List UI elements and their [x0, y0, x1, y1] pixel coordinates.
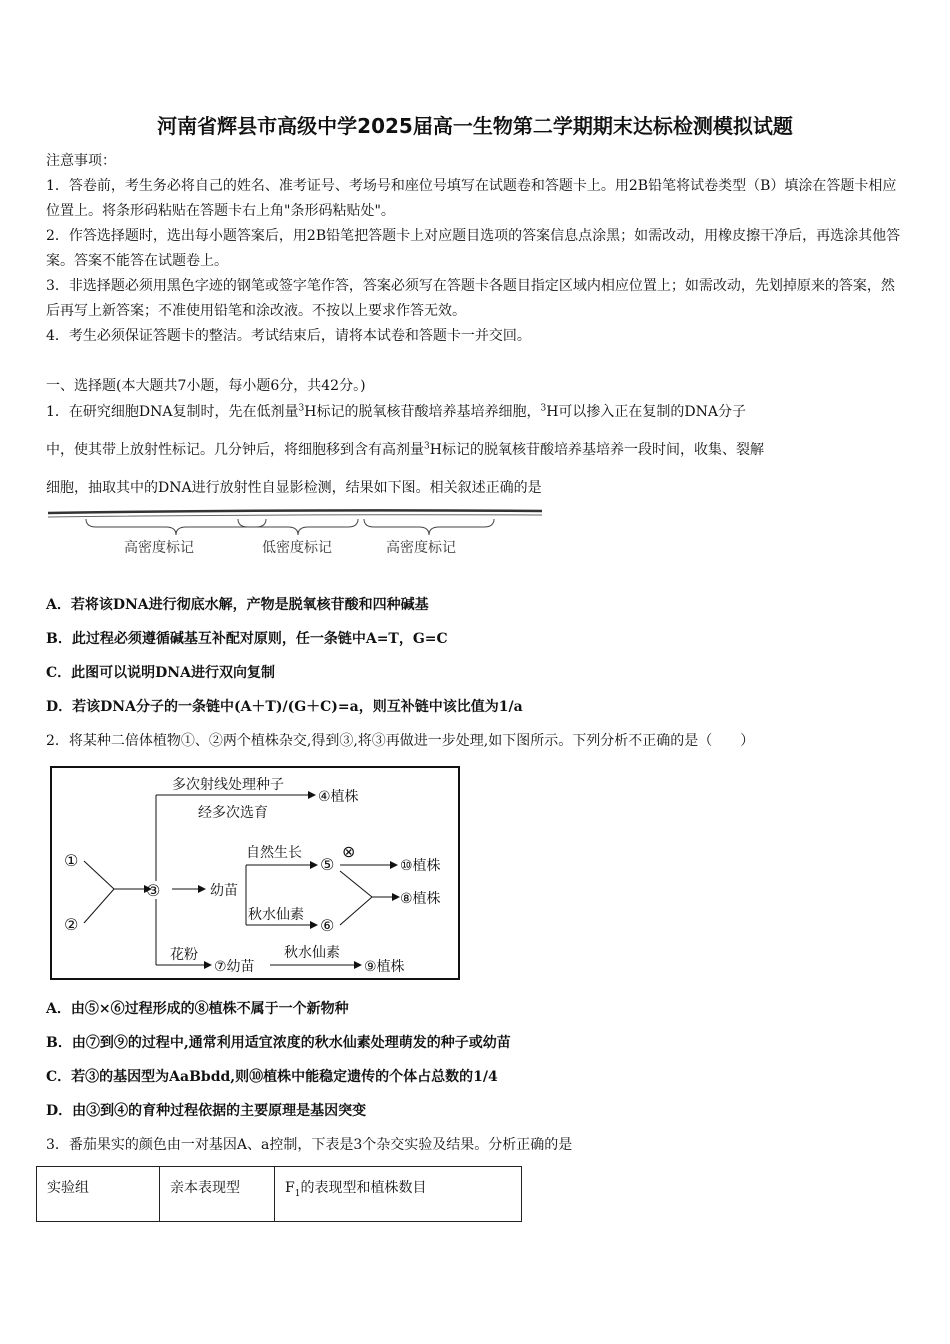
q2-option-a: A．由⑤×⑥过程形成的⑧植株不属于一个新物种	[46, 1001, 349, 1017]
label-colchicine-1: 秋水仙素	[248, 907, 304, 923]
node-5: ⑤	[320, 855, 335, 874]
q1-line2: 中，使其带上放射性标记。几分钟后，将细胞移到含有高剂量$^3$H标记的脱氧核苷酸培养基培养一段时间，收集、裂解	[46, 441, 764, 458]
breeding-flow-figure	[48, 765, 462, 981]
label-colchicine-2: 秋水仙素	[284, 945, 340, 961]
table-header-row	[37, 1167, 522, 1222]
q1-option-a: A．若将该DNA进行彻底水解，产物是脱氧核苷酸和四种碱基	[46, 597, 429, 613]
notice-item-3: 3．非选择题必须用黑色字迹的钢笔或签字笔作答，答案必须写在答题卡各题目指定区域内相应位置上；如需改动，先划掉原来的答案，然后再写上新答案；不准使用铅笔和涂改液。不按以上要求作答无效。	[46, 278, 895, 319]
q3-table	[36, 1166, 522, 1222]
q1-option-b: B．此过程必须遵循碱基互补配对原则，任一条链中A=T，G=C	[46, 631, 448, 647]
node-6: ⑥	[320, 916, 335, 935]
header-parent-phenotype: 亲本表现型	[160, 1167, 275, 1222]
q1-line3: 细胞，抽取其中的DNA进行放射性自显影检测，结果如下图。相关叙述正确的是	[46, 480, 542, 496]
q3-stem: 3．番茄果实的颜色由一对基因A、a控制，下表是3个杂交实验及结果。分析正确的是	[46, 1137, 573, 1153]
node-7: ⑦幼苗	[214, 959, 255, 975]
node-10: ⑩植株	[400, 858, 441, 874]
q1-line1: 1．在研究细胞DNA复制时，先在低剂量$^3$H标记的脱氧核苷酸培养基培养细胞，$^3$H可以掺入正在复制的DNA分子	[46, 403, 746, 420]
node-8: ⑧植株	[400, 891, 441, 907]
notice-heading: 注意事项：	[46, 153, 116, 169]
notice-item-2: 2．作答选择题时，选出每小题答案后，用2B铅笔把答题卡上对应题目选项的答案信息点涂黑；如需改动，用橡皮擦干净后，再选涂其他答案。答案不能答在试题卷上。	[46, 228, 901, 269]
label-selection: 经多次选育	[198, 805, 268, 821]
q1-option-d: D．若该DNA分子的一条链中(A＋T)/(G＋C)=a，则互补链中该比值为1/a	[46, 699, 523, 715]
q2-stem: 2．将某种二倍体植物①、②两个植株杂交,得到③,将③再做进一步处理,如下图所示。下列分析不正确的是（ ）	[46, 733, 755, 749]
label-seedling: 幼苗	[210, 883, 238, 899]
q2-option-c: C．若③的基因型为AaBbdd,则⑩植株中能稳定遗传的个体占总数的1/4	[46, 1069, 498, 1085]
dna-autoradiograph-figure	[46, 505, 546, 561]
notice-item-4: 4．考生必须保证答题卡的整洁。考试结束后，请将本试卷和答题卡一并交回。	[46, 328, 531, 344]
header-group: 实验组	[37, 1167, 160, 1222]
q2-option-b: B．由⑦到⑨的过程中,通常利用适宜浓度的秋水仙素处理萌发的种子或幼苗	[46, 1035, 511, 1051]
self-cross-symbol: ⊗	[342, 842, 356, 861]
label-high-left: 高密度标记	[124, 540, 194, 556]
node-9: ⑨植株	[364, 959, 405, 975]
node-2: ②	[64, 915, 79, 934]
section-heading: 一、选择题(本大题共7小题，每小题6分，共42分。)	[46, 378, 366, 394]
label-pollen: 花粉	[170, 947, 198, 963]
label-low: 低密度标记	[262, 540, 332, 556]
notice-item-1: 1．答卷前，考生务必将自己的姓名、准考证号、考场号和座位号填写在试题卷和答题卡上。用2B铅笔将试卷类型（B）填涂在答题卡相应位置上。将条形码粘贴在答题卡右上角"条形码粘贴处"。	[46, 178, 897, 219]
header-f1: $F_1$的表现型和植株数目	[275, 1167, 522, 1222]
q1-option-c: C．此图可以说明DNA进行双向复制	[46, 665, 275, 681]
q2-option-d: D．由③到④的育种过程依据的主要原理是基因突变	[46, 1103, 367, 1119]
page-title: 河南省辉县市高级中学2025届高一生物第二学期期末达标检测模拟试题	[157, 114, 793, 138]
label-high-right: 高密度标记	[386, 540, 456, 556]
node-1: ①	[64, 851, 79, 870]
node-3: ③	[146, 881, 161, 900]
label-radiation: 多次射线处理种子	[172, 777, 284, 793]
label-natural: 自然生长	[246, 845, 302, 861]
node-4: ④植株	[318, 789, 359, 805]
